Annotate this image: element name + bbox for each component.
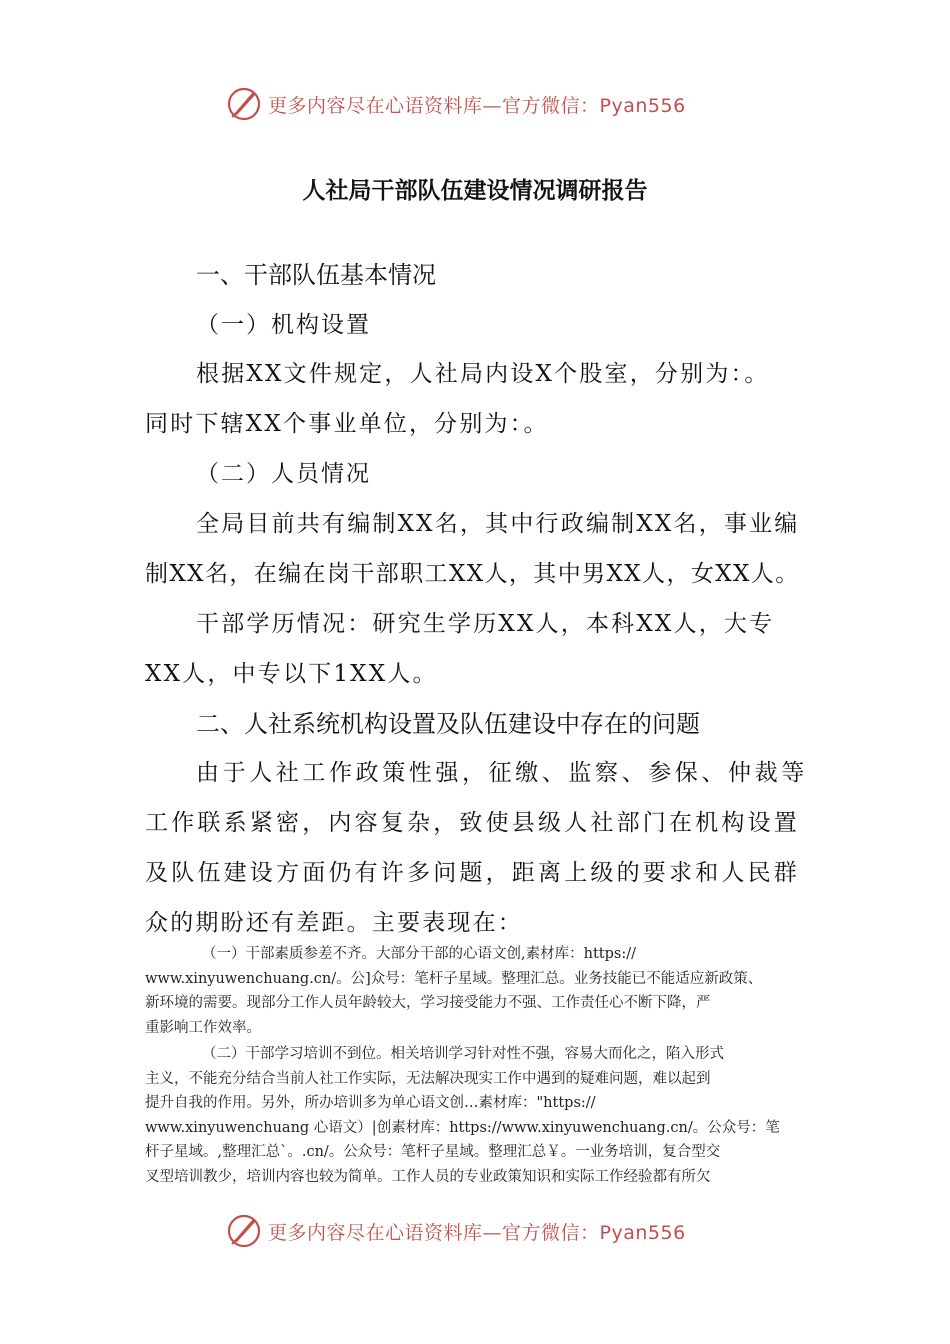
watermark-handle: Pyan556 — [599, 94, 686, 117]
section2-line-4: 众的期盼还有差距。主要表现在： — [145, 910, 523, 936]
small-paragraph-2 — [145, 1042, 807, 1189]
sub1-line-1: 根据XX文件规定，人社局内设X个股室，分别为：。 — [196, 361, 770, 387]
small-p2-line-6: 叉型培训教少，培训内容也较为简单。工作人员的专业政策知识和实际工作经验都有所欠 — [145, 1168, 711, 1185]
small-p2-line-2: 主义，不能充分结合当前人社工作实际，无法解决现实工作中遇到的疑难问题，难以起到 — [145, 1070, 711, 1087]
watermark-text: 更多内容尽在心语资料库—官方微信：Pyan556 — [268, 94, 686, 117]
watermark-header — [226, 84, 746, 124]
section2-line-2: 工作联系紧密，内容复杂，致使县级人社部门在机构设置 — [145, 810, 800, 836]
small-p1-line-3: 新环境的需要。现部分工作人员年龄较大，学习接受能力不强、工作责任心不断下降，严 — [145, 995, 711, 1011]
watermark-footer — [226, 1211, 746, 1251]
small-p2-line-5: 杆子星域。,整理汇总`。.cn/。公众号：笔杆子星域。整理汇总￥。一业务培训，复合型交 — [145, 1144, 721, 1160]
document-title: 人社局干部队伍建设情况调研报告 — [302, 178, 648, 204]
watermark-text: 更多内容尽在心语资料库—官方微信：Pyan556 — [268, 1221, 686, 1244]
section1-heading: 一、干部队伍基本情况 — [196, 261, 436, 289]
sub2-line-2: 制XX名，在编在岗干部职工XX人，其中男XX人，女XX人。 — [145, 561, 800, 587]
small-p1-line-4: 重影响工作效率。 — [145, 1019, 261, 1036]
sub1-line-2: 同时下辖XX个事业单位，分别为：。 — [145, 411, 549, 437]
watermark-handle: Pyan556 — [599, 1221, 686, 1244]
sub2-line-4: XX人，中专以下1XX人。 — [145, 661, 438, 687]
quill-logo-icon — [226, 86, 262, 122]
section2-line-3: 及队伍建设方面仍有许多问题，距离上级的要求和人民群 — [145, 860, 800, 886]
small-paragraph-1 — [145, 942, 807, 1040]
small-p2-line-4: www.xinyuwenchuang 心语文）|创素材库：https://www.xinyuwenchuang.cn/。公众号：笔 — [145, 1119, 780, 1136]
small-p1-line-1: （一）干部素质参差不齐。大部分干部的心语文创,素材库：https:// — [202, 946, 636, 962]
small-p2-line-3: 提升自我的作用。另外，所办培训多为单心语文创…素材库："https:// — [145, 1095, 596, 1111]
section2-line-1: 由于人社工作政策性强，征缴、监察、参保、仲裁等 — [196, 760, 808, 786]
sub1-heading: （一）机构设置 — [196, 312, 371, 338]
sub2-line-3: 干部学历情况：研究生学历XX人，本科XX人，大专 — [196, 611, 775, 637]
small-p1-line-2: www.xinyuwenchuang.cn/。公]众号：笔杆子星域。整理汇总。业务技能已不能适应新政策、 — [145, 970, 763, 987]
quill-logo-icon — [226, 1213, 262, 1249]
sub2-heading: （二）人员情况 — [196, 461, 371, 487]
sub2-line-1: 全局目前共有编制XX名，其中行政编制XX名，事业编 — [196, 511, 800, 537]
small-p2-line-1: （二）干部学习培训不到位。相关培训学习针对性不强，容易大而化之，陷入形式 — [202, 1046, 724, 1062]
section2-heading: 二、人社系统机构设置及队伍建设中存在的问题 — [196, 710, 700, 738]
